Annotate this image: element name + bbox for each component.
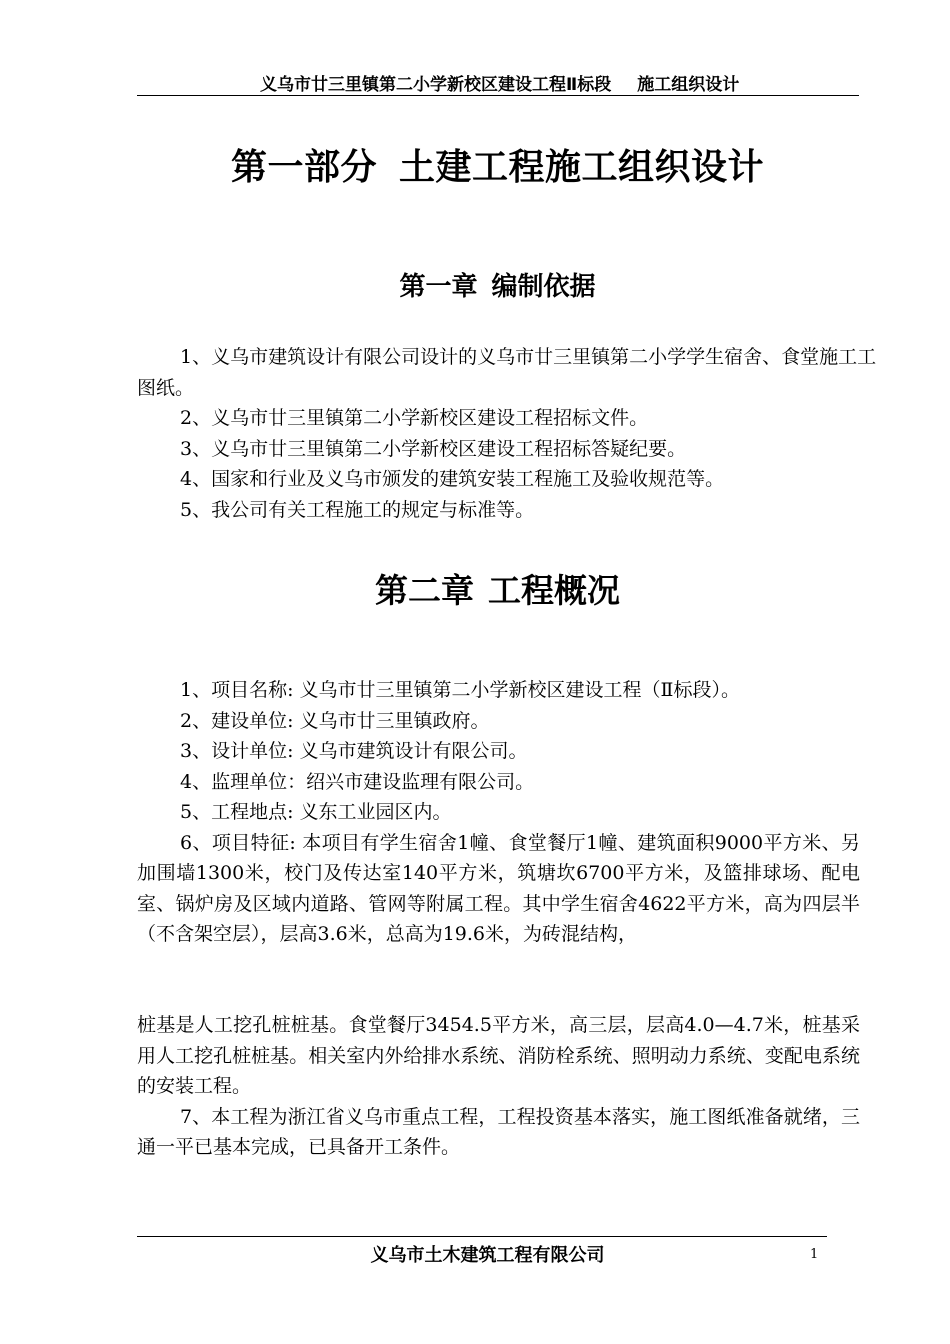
- footer-divider: [137, 1236, 827, 1237]
- chapter1-title: [0, 266, 950, 303]
- chapter1-item-5: 5、我公司有关工程施工的规定与标准等。: [180, 498, 535, 521]
- chapter2-item-1: 1、项目名称: 义乌市廿三里镇第二小学新校区建设工程（Ⅱ标段）。: [180, 679, 740, 701]
- chapter1-item-3: 3、义乌市廿三里镇第二小学新校区建设工程招标答疑纪要。: [180, 437, 687, 460]
- chapter2-continuation-block: [137, 1010, 877, 1163]
- header-doc-type: 施工组织设计: [637, 75, 740, 95]
- chapter1-list: [137, 342, 877, 525]
- chapter1-number: 第一章: [399, 272, 478, 302]
- chapter2-title: [0, 565, 950, 612]
- chapter2-item-5: 5、工程地点: 义东工业园区内。: [180, 801, 452, 823]
- chapter1-item-4: 4、国家和行业及义乌市颁发的建筑安装工程施工及验收规范等。: [180, 468, 725, 490]
- page-header: [137, 66, 859, 96]
- chapter2-list: [137, 675, 877, 950]
- chapter2-name: 工程概况: [488, 571, 620, 610]
- chapter2-item-3: 3、设计单位: 义乌市建筑设计有限公司。: [180, 740, 528, 762]
- chapter1-item-1: 1、义乌市建筑设计有限公司设计的义乌市廿三里镇第二小学学生宿舍、食堂施工工图纸。: [137, 346, 877, 399]
- page-number: 1: [810, 1247, 819, 1262]
- chapter1-item-2: 2、义乌市廿三里镇第二小学新校区建设工程招标文件。: [180, 407, 649, 429]
- header-text: [260, 70, 739, 95]
- chapter1-name: 编制依据: [491, 272, 596, 302]
- header-project-name: 义乌市廿三里镇第二小学新校区建设工程Ⅱ标段: [260, 75, 612, 95]
- chapter2-item-4: 4、监理单位：绍兴市建设监理有限公司。: [180, 770, 535, 793]
- part-name: 土建工程施工组织设计: [399, 147, 765, 188]
- chapter2-item-2: 2、建设单位: 义乌市廿三里镇政府。: [180, 709, 490, 732]
- chapter2-item-7: 7、本工程为浙江省义乌市重点工程，工程投资基本落实，施工图纸准备就绪，三通一平已基本完成，已具备开工条件。: [137, 1105, 860, 1158]
- part-number: 第一部分: [230, 147, 377, 188]
- chapter2-continuation: 桩基是人工挖孔桩桩基。食堂餐厅3454.5平方米，高三层，层高4.0—4.7米，桩基采用人工挖孔桩桩基。相关室内外给排水系统、消防栓系统、照明动力系统、变配电系统的安装工程。: [137, 1014, 860, 1097]
- footer-company: 义乌市土木建筑工程有限公司: [370, 1245, 605, 1266]
- chapter2-item-6: 6、项目特征: 本项目有学生宿舍1幢、食堂餐厅1幢、建筑面积9000平方米、另加围墙1300米，校门及传达室140平方米，筑塘坎6700平方米，及篮排球场、配电室、锅炉房及区域内道路、管网等附属工程。其中学生宿舍4622平方米，高为四层半（不含架空层），层高3.6米，总高为19.6米，为砖混结构，: [137, 831, 860, 945]
- chapter2-number: 第二章: [375, 571, 474, 610]
- part-title: [0, 139, 950, 190]
